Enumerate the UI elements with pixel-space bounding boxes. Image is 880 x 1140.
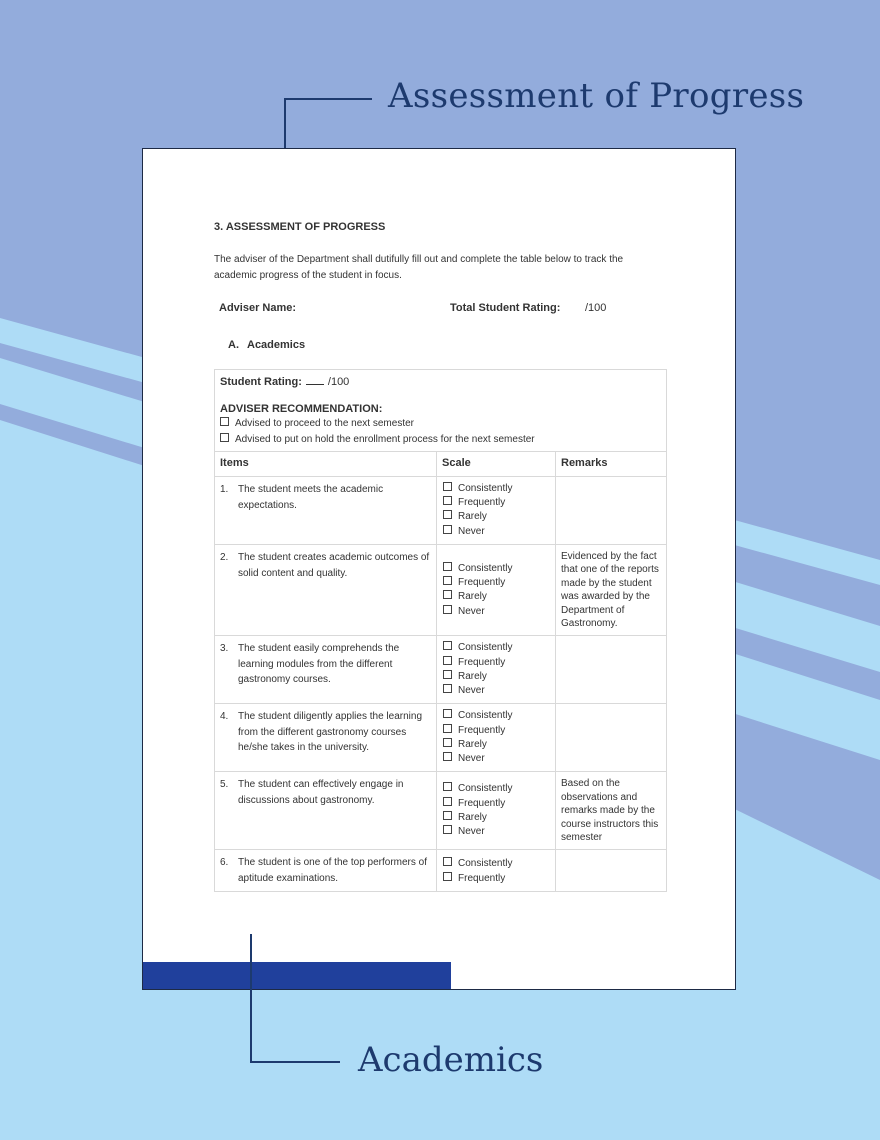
student-rating-label: Student Rating: bbox=[220, 376, 302, 388]
scale-option[interactable] bbox=[443, 482, 549, 496]
item-number: 5. bbox=[220, 779, 229, 791]
checkbox-icon[interactable] bbox=[443, 576, 452, 585]
remarks-cell bbox=[556, 477, 667, 545]
checkbox-icon[interactable] bbox=[443, 811, 452, 820]
checkbox-icon[interactable] bbox=[443, 738, 452, 747]
recommendation-option[interactable] bbox=[220, 417, 661, 431]
checkbox-icon[interactable] bbox=[443, 525, 452, 534]
scale-option[interactable] bbox=[443, 641, 549, 655]
column-header-remarks: Remarks bbox=[556, 452, 667, 477]
item-cell bbox=[215, 850, 437, 892]
scale-option-label: Consistently bbox=[458, 783, 513, 795]
item-text: The student can effectively engage in discussions about gastronomy. bbox=[238, 779, 404, 806]
table-row bbox=[215, 545, 667, 636]
callout-title-bottom: Academics bbox=[358, 1040, 544, 1080]
scale-option[interactable] bbox=[443, 797, 549, 811]
scale-option-label: Consistently bbox=[458, 642, 513, 654]
scale-option-label: Never bbox=[458, 525, 485, 537]
scale-option[interactable] bbox=[443, 738, 549, 752]
scale-option[interactable] bbox=[443, 857, 549, 871]
remarks-cell bbox=[556, 704, 667, 772]
checkbox-icon[interactable] bbox=[443, 872, 452, 881]
recommendation-option-label: Advised to put on hold the enrollment process for the next semester bbox=[235, 434, 535, 445]
assessment-table bbox=[214, 369, 667, 892]
section-title: 3. ASSESSMENT OF PROGRESS bbox=[214, 221, 386, 233]
scale-option-label: Consistently bbox=[458, 858, 513, 870]
scale-option-label: Rarely bbox=[458, 811, 487, 823]
scale-option[interactable] bbox=[443, 872, 549, 886]
document-content bbox=[214, 221, 666, 892]
column-header-scale: Scale bbox=[437, 452, 556, 477]
scale-option[interactable] bbox=[443, 510, 549, 524]
scale-option[interactable] bbox=[443, 684, 549, 698]
item-cell bbox=[215, 545, 437, 636]
recommendation-option[interactable] bbox=[220, 433, 661, 447]
scale-option-label: Rarely bbox=[458, 591, 487, 603]
checkbox-icon[interactable] bbox=[443, 510, 452, 519]
scale-option[interactable] bbox=[443, 576, 549, 590]
checkbox-icon[interactable] bbox=[443, 857, 452, 866]
scale-option-label: Rarely bbox=[458, 670, 487, 682]
scale-option[interactable] bbox=[443, 525, 549, 539]
checkbox-icon[interactable] bbox=[443, 656, 452, 665]
scale-option[interactable] bbox=[443, 811, 549, 825]
scale-option-label: Frequently bbox=[458, 797, 506, 809]
scale-cell bbox=[437, 477, 556, 545]
student-rating bbox=[220, 375, 661, 389]
rating-meta-row bbox=[214, 302, 666, 318]
remarks-cell bbox=[556, 636, 667, 704]
scale-option-label: Never bbox=[458, 605, 485, 617]
remarks-cell: Evidenced by the fact that one of the reports made by the student was awarded by the Department of Gastronomy. bbox=[556, 545, 667, 636]
bottom-leader-vertical bbox=[250, 934, 252, 1063]
scale-option[interactable] bbox=[443, 709, 549, 723]
table-header-row bbox=[215, 452, 667, 477]
scale-option-label: Consistently bbox=[458, 483, 513, 494]
recommendation-title: ADVISER RECOMMENDATION: bbox=[220, 403, 383, 415]
document-page bbox=[142, 148, 736, 990]
scale-cell bbox=[437, 704, 556, 772]
adviser-name-label: Adviser Name: bbox=[219, 302, 297, 314]
checkbox-icon[interactable] bbox=[443, 482, 452, 491]
subsection-heading bbox=[228, 339, 666, 351]
checkbox-icon[interactable] bbox=[443, 605, 452, 614]
item-cell bbox=[215, 772, 437, 850]
scale-option[interactable] bbox=[443, 496, 549, 510]
item-cell bbox=[215, 477, 437, 545]
scale-cell bbox=[437, 545, 556, 636]
scale-option-label: Frequently bbox=[458, 577, 506, 589]
recommendation-cell bbox=[215, 370, 667, 452]
scale-option-label: Rarely bbox=[458, 738, 487, 750]
scale-option[interactable] bbox=[443, 605, 549, 619]
total-rating-label: Total Student Rating: bbox=[450, 302, 561, 314]
table-row bbox=[215, 636, 667, 704]
item-number: 3. bbox=[220, 643, 229, 655]
checkbox-icon[interactable] bbox=[220, 433, 229, 442]
remarks-cell bbox=[556, 850, 667, 892]
scale-option-label: Never bbox=[458, 826, 485, 838]
checkbox-icon[interactable] bbox=[443, 641, 452, 650]
subsection-title: Academics bbox=[247, 339, 306, 351]
table-row bbox=[215, 477, 667, 545]
checkbox-icon[interactable] bbox=[443, 709, 452, 718]
scale-option[interactable] bbox=[443, 656, 549, 670]
scale-option-label: Frequently bbox=[458, 724, 506, 736]
scale-option[interactable] bbox=[443, 782, 549, 796]
scale-option[interactable] bbox=[443, 825, 549, 839]
checkbox-icon[interactable] bbox=[443, 496, 452, 505]
checkbox-icon[interactable] bbox=[443, 825, 452, 834]
checkbox-icon[interactable] bbox=[443, 562, 452, 571]
scale-option[interactable] bbox=[443, 724, 549, 738]
scale-cell bbox=[437, 772, 556, 850]
item-text: The student is one of the top performers of aptitude examinations. bbox=[238, 857, 427, 884]
item-text: The student diligently applies the learning from the different gastronomy courses he/she takes in the university. bbox=[238, 711, 423, 754]
column-header-items: Items bbox=[215, 452, 437, 477]
checkbox-icon[interactable] bbox=[220, 417, 229, 426]
checkbox-icon[interactable] bbox=[443, 590, 452, 599]
scale-option[interactable] bbox=[443, 590, 549, 604]
item-number: 6. bbox=[220, 857, 229, 869]
scale-option-label: Frequently bbox=[458, 872, 506, 884]
checkbox-icon[interactable] bbox=[443, 670, 452, 679]
accent-band bbox=[143, 962, 451, 989]
scale-cell bbox=[437, 850, 556, 892]
table-row bbox=[215, 704, 667, 772]
scale-option-label: Consistently bbox=[458, 563, 513, 574]
item-text: The student meets the academic expectations. bbox=[238, 484, 384, 511]
item-number: 4. bbox=[220, 711, 229, 723]
recommendation-row bbox=[215, 370, 667, 452]
scale-option[interactable] bbox=[443, 752, 549, 766]
item-cell bbox=[215, 704, 437, 772]
bottom-leader-horizontal bbox=[250, 1061, 340, 1063]
table-row bbox=[215, 850, 667, 892]
scale-option-label: Consistently bbox=[458, 710, 513, 722]
top-leader-horizontal bbox=[284, 98, 372, 100]
scale-cell bbox=[437, 636, 556, 704]
scale-option-label: Never bbox=[458, 685, 485, 697]
item-number: 1. bbox=[220, 484, 229, 495]
item-cell bbox=[215, 636, 437, 704]
scale-option-label: Rarely bbox=[458, 511, 487, 523]
intro-paragraph: The adviser of the Department shall dutifully fill out and complete the table below to track the academic progress of the student in focus. bbox=[214, 254, 624, 281]
item-number: 2. bbox=[220, 552, 229, 563]
checkbox-icon[interactable] bbox=[443, 782, 452, 791]
checkbox-icon[interactable] bbox=[443, 752, 452, 761]
table-row bbox=[215, 772, 667, 850]
subsection-letter: A. bbox=[228, 339, 239, 351]
scale-option[interactable] bbox=[443, 670, 549, 684]
checkbox-icon[interactable] bbox=[443, 724, 452, 733]
student-rating-blank[interactable] bbox=[306, 375, 324, 385]
total-rating-score: /100 bbox=[585, 302, 607, 314]
callout-title-top: Assessment of Progress bbox=[388, 76, 805, 116]
checkbox-icon[interactable] bbox=[443, 797, 452, 806]
checkbox-icon[interactable] bbox=[443, 684, 452, 693]
student-rating-max: /100 bbox=[327, 376, 350, 388]
recommendation-option-label: Advised to proceed to the next semester bbox=[235, 418, 414, 429]
remarks-cell: Based on the observations and remarks made by the course instructors this semester bbox=[556, 772, 667, 850]
scale-option-label: Frequently bbox=[458, 656, 506, 668]
item-text: The student creates academic outcomes of solid content and quality. bbox=[238, 552, 430, 579]
scale-option[interactable] bbox=[443, 562, 549, 576]
item-text: The student easily comprehends the learning modules from the different gastronomy courses. bbox=[238, 643, 400, 686]
scale-option-label: Never bbox=[458, 753, 485, 765]
scale-option-label: Frequently bbox=[458, 497, 506, 509]
